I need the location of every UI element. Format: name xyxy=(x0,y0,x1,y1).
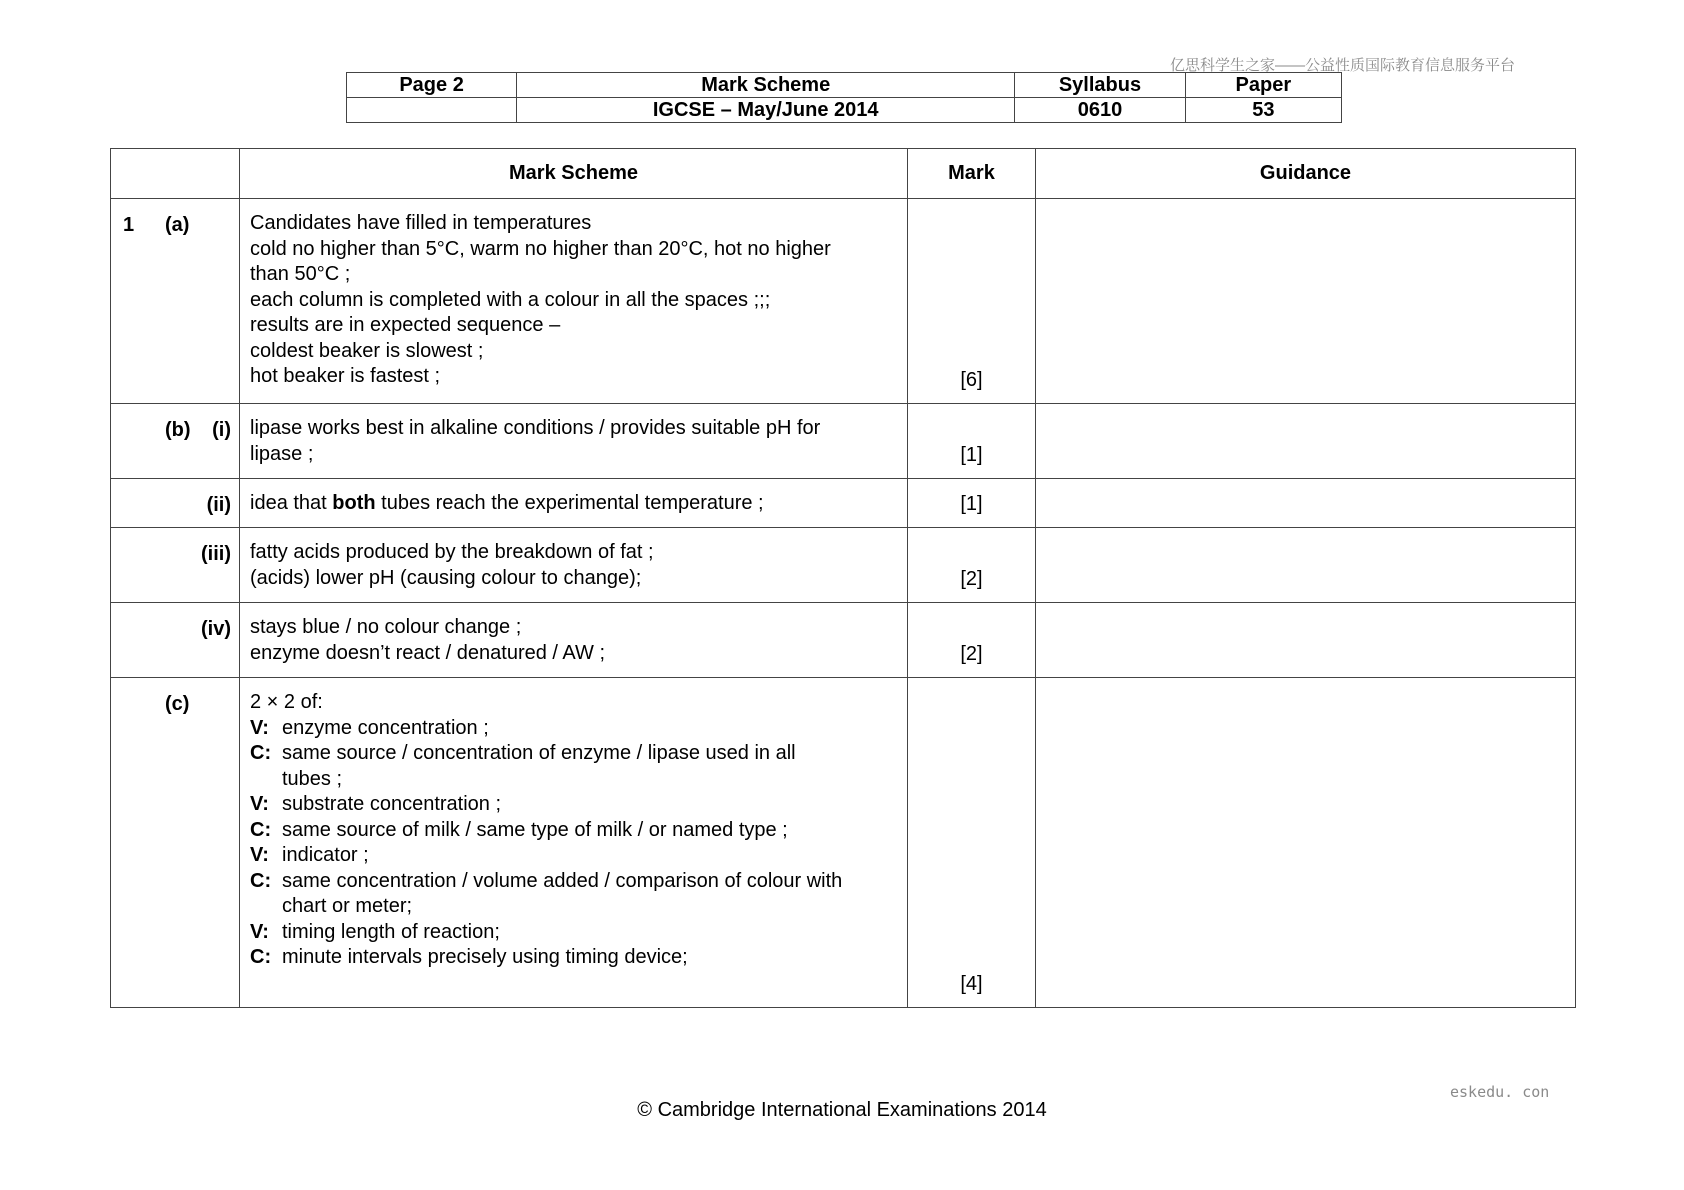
watermark-bottom: eskedu. con xyxy=(1450,1083,1550,1101)
guidance-cell xyxy=(1036,199,1576,404)
item-label: C: xyxy=(250,869,272,892)
item-label: C: xyxy=(250,742,272,764)
scheme-line: cold no higher than 5°C, warm no higher than 20°C, hot no higher xyxy=(250,237,831,260)
table-row-1a xyxy=(111,199,1576,404)
scheme-item xyxy=(250,716,897,742)
scheme-line: enzyme doesn’t react / denatured / AW ; xyxy=(250,641,605,664)
table-row-1b-ii xyxy=(111,479,1576,528)
mark-cell xyxy=(908,404,1036,479)
item-text: timing length of reaction; xyxy=(282,920,500,943)
header-syllabus-label: Syllabus xyxy=(1015,73,1185,98)
header-empty-cell xyxy=(347,98,517,123)
guidance-cell xyxy=(1036,479,1576,528)
item-text: same source of milk / same type of milk / or named type ; xyxy=(282,818,788,841)
scheme-line: lipase ; xyxy=(250,442,314,465)
guidance-cell xyxy=(1036,404,1576,479)
guidance-cell xyxy=(1036,678,1576,1008)
mark-value: [6] xyxy=(960,368,983,391)
question-subpart: (ii) xyxy=(206,494,231,516)
scheme-item xyxy=(250,945,897,971)
scheme-line: results are in expected sequence – xyxy=(250,314,561,336)
scheme-cell xyxy=(240,678,908,1008)
scheme-line: 2 × 2 of: xyxy=(250,691,323,713)
question-cell xyxy=(111,404,240,479)
mark-cell xyxy=(908,199,1036,404)
scheme-text: idea that xyxy=(250,492,333,514)
scheme-cell xyxy=(240,479,908,528)
scheme-line xyxy=(250,491,897,517)
item-text: chart or meter; xyxy=(282,895,413,917)
scheme-item xyxy=(250,741,897,767)
item-text: tubes ; xyxy=(282,767,343,790)
question-cell xyxy=(111,678,240,1008)
mark-cell xyxy=(908,528,1036,603)
question-cell xyxy=(111,479,240,528)
scheme-column-header: Mark Scheme xyxy=(240,149,908,199)
mark-value: [2] xyxy=(960,567,983,590)
mark-value: [1] xyxy=(960,443,983,466)
table-row-1b-i xyxy=(111,404,1576,479)
table-row-1b-iii xyxy=(111,528,1576,603)
question-subpart: (iv) xyxy=(201,618,231,640)
mark-value: [1] xyxy=(960,492,983,515)
mark-column-header: Mark xyxy=(908,149,1036,199)
header-table xyxy=(346,72,1342,123)
header-paper: 53 xyxy=(1185,98,1341,123)
scheme-emphasis: both xyxy=(332,492,376,514)
item-label: V: xyxy=(250,716,269,739)
scheme-item xyxy=(250,920,897,946)
header-exam: IGCSE – May/June 2014 xyxy=(517,98,1015,123)
scheme-line: (acids) lower pH (causing colour to change); xyxy=(250,566,642,589)
header-syllabus: 0610 xyxy=(1015,98,1185,123)
question-part: (c) xyxy=(165,693,190,715)
mark-value: [2] xyxy=(960,642,983,665)
scheme-text: tubes reach the experimental temperature ; xyxy=(375,492,764,514)
copyright-footer: © Cambridge International Examinations 2014 xyxy=(637,1099,1047,1121)
scheme-line: fatty acids produced by the breakdown of fat ; xyxy=(250,541,654,563)
scheme-cell xyxy=(240,404,908,479)
question-column-header xyxy=(111,149,240,199)
item-text: indicator ; xyxy=(282,844,369,866)
mark-value: [4] xyxy=(960,972,983,995)
table-header-row xyxy=(111,149,1576,199)
guidance-cell xyxy=(1036,603,1576,678)
watermark-top: 亿思科学生之家——公益性质国际教育信息服务平台 xyxy=(1170,57,1516,74)
question-subpart: (i) xyxy=(212,419,231,441)
question-cell xyxy=(111,528,240,603)
guidance-column-header: Guidance xyxy=(1036,149,1576,199)
scheme-item xyxy=(250,869,897,895)
mark-cell xyxy=(908,603,1036,678)
scheme-item xyxy=(250,843,897,869)
question-part: (b) xyxy=(165,419,191,441)
header-title: Mark Scheme xyxy=(517,73,1015,98)
item-text: same concentration / volume added / comparison of colour with xyxy=(282,869,843,892)
scheme-item xyxy=(250,894,897,920)
scheme-line: than 50°C ; xyxy=(250,263,351,285)
item-text: substrate concentration ; xyxy=(282,793,502,815)
item-text: enzyme concentration ; xyxy=(282,716,489,739)
table-row-1b-iv xyxy=(111,603,1576,678)
scheme-item xyxy=(250,767,897,793)
question-cell xyxy=(111,199,240,404)
question-part: (a) xyxy=(165,214,190,236)
header-paper-label: Paper xyxy=(1185,73,1341,98)
question-cell xyxy=(111,603,240,678)
guidance-cell xyxy=(1036,528,1576,603)
item-text: minute intervals precisely using timing device; xyxy=(282,946,688,968)
scheme-line: each column is completed with a colour in all the spaces ;;; xyxy=(250,288,771,311)
scheme-cell xyxy=(240,199,908,404)
scheme-line: Candidates have filled in temperatures xyxy=(250,212,592,234)
mark-cell xyxy=(908,479,1036,528)
scheme-line: hot beaker is fastest ; xyxy=(250,365,441,387)
item-label: C: xyxy=(250,946,272,968)
scheme-line: lipase works best in alkaline conditions / provides suitable pH for xyxy=(250,417,821,439)
item-label: V: xyxy=(250,793,269,815)
scheme-item xyxy=(250,818,897,844)
question-subpart: (iii) xyxy=(201,543,231,565)
scheme-cell xyxy=(240,603,908,678)
item-label: V: xyxy=(250,844,269,866)
header-page: Page 2 xyxy=(347,73,517,98)
scheme-line: coldest beaker is slowest ; xyxy=(250,339,484,362)
scheme-line: stays blue / no colour change ; xyxy=(250,616,522,638)
table-row-1c xyxy=(111,678,1576,1008)
scheme-cell xyxy=(240,528,908,603)
question-number: 1 xyxy=(123,214,135,236)
mark-scheme-table xyxy=(110,148,1576,1008)
mark-cell xyxy=(908,678,1036,1008)
item-label: C: xyxy=(250,818,272,841)
scheme-item xyxy=(250,792,897,818)
item-text: same source / concentration of enzyme / lipase used in all xyxy=(282,742,796,764)
item-label: V: xyxy=(250,920,269,943)
